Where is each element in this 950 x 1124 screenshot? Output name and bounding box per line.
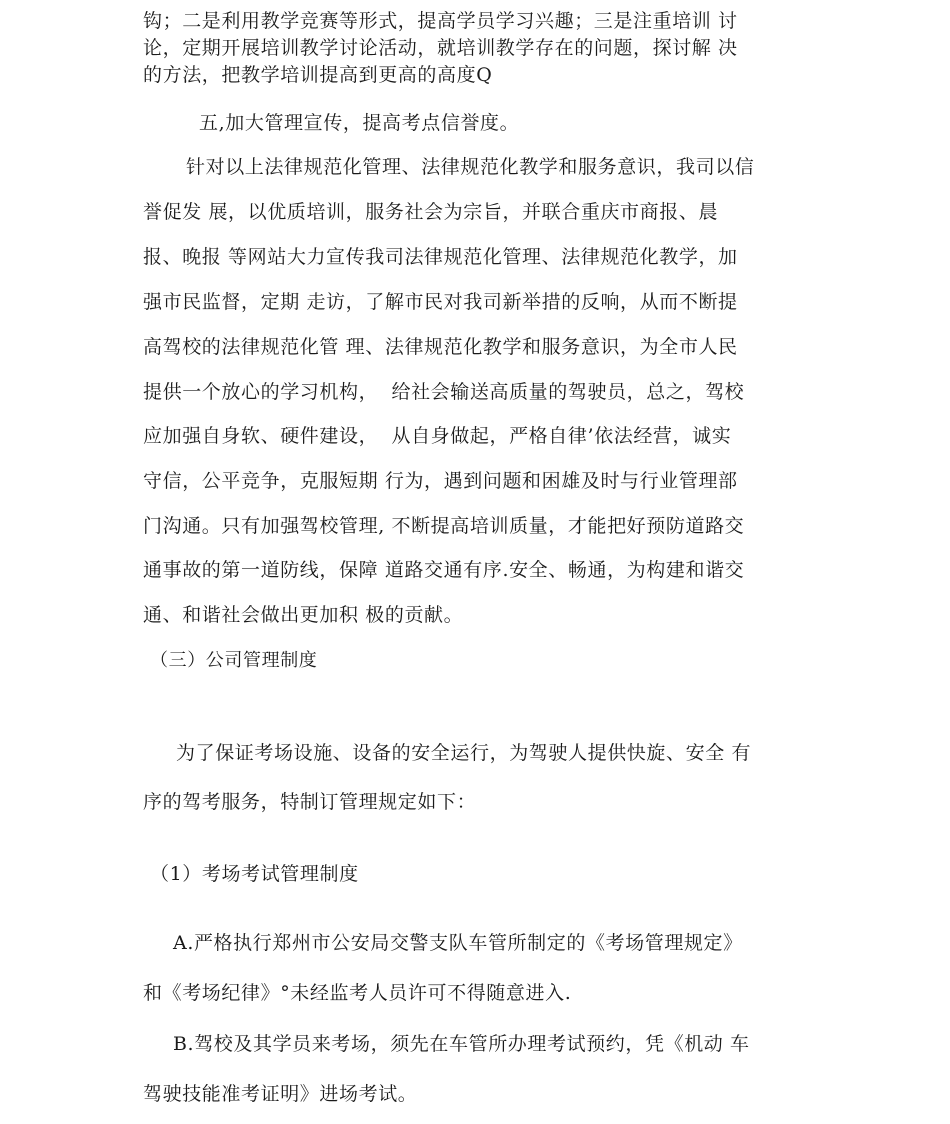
heading-five: 五,加大管理宣传，提高考点信誉度。	[199, 112, 520, 134]
publicity-line-10: 通事故的第一道防线，保障 道路交通有序.安全、畅通，为构建和谐交	[143, 559, 745, 581]
item-b-line-2: 驾驶技能准考证明》进场考试。	[143, 1083, 418, 1105]
subsection-one-heading: （1）考场考试管理制度	[150, 863, 359, 885]
publicity-line-7: 应加强自身软、硬件建设， 从自身做起，严格自律’依法经营，诚实	[143, 425, 732, 447]
intro-line-2: 序的驾考服务，特制订管理规定如下：	[143, 791, 477, 813]
publicity-line-11: 通、和谐社会做出更加积 极的贡献。	[143, 604, 464, 626]
item-a-line-1: A.严格执行郑州市公安局交警支队车管所制定的《考场管理规定》	[173, 932, 743, 954]
item-a-line-2: 和《考场纪律》°未经监考人员许可不得随意进入.	[143, 982, 572, 1004]
top-paragraph-line-3: 的方法，把教学培训提高到更高的高度Q	[143, 64, 493, 86]
top-paragraph-line-2: 论，定期开展培训教学讨论活动，就培训教学存在的问题，探讨解 决	[143, 37, 738, 59]
publicity-line-3: 报、晚报 等网站大力宣传我司法律规范化管理、法律规范化教学，加	[143, 246, 738, 268]
publicity-line-2: 誉促发 展，以优质培训，服务社会为宗旨，并联合重庆市商报、晨	[143, 201, 719, 223]
intro-line-1: 为了保证考场设施、设备的安全运行，为驾驶人提供快旋、安全 有	[176, 742, 752, 764]
item-b-line-1: B.驾校及其学员来考场，须先在车管所办理考试预约，凭《机动 车	[173, 1033, 750, 1055]
publicity-line-9: 门沟通。只有加强驾校管理, 不断提高培训质量，才能把好预防道路交	[143, 515, 745, 537]
publicity-line-6: 提供一个放心的学习机构， 给社会输送高质量的驾驶员，总之，驾校	[143, 381, 745, 403]
publicity-line-4: 强市民监督，定期 走访，了解市民对我司新举措的反响，从而不断提	[143, 291, 738, 313]
top-paragraph-line-1: 钩；二是利用教学竞赛等形式，提高学员学习兴趣；三是注重培训 讨	[143, 10, 738, 32]
section-three-heading: （三）公司管理制度	[150, 650, 318, 671]
publicity-line-1: 针对以上法律规范化管理、法律规范化教学和服务意识，我司以信	[186, 156, 755, 178]
publicity-line-8: 守信，公平竞争，克服短期 行为，遇到问题和困雄及时与行业管理部	[143, 470, 738, 492]
publicity-line-5: 高驾校的法律规范化管 理、法律规范化教学和服务意识，为全市人民	[143, 336, 738, 358]
